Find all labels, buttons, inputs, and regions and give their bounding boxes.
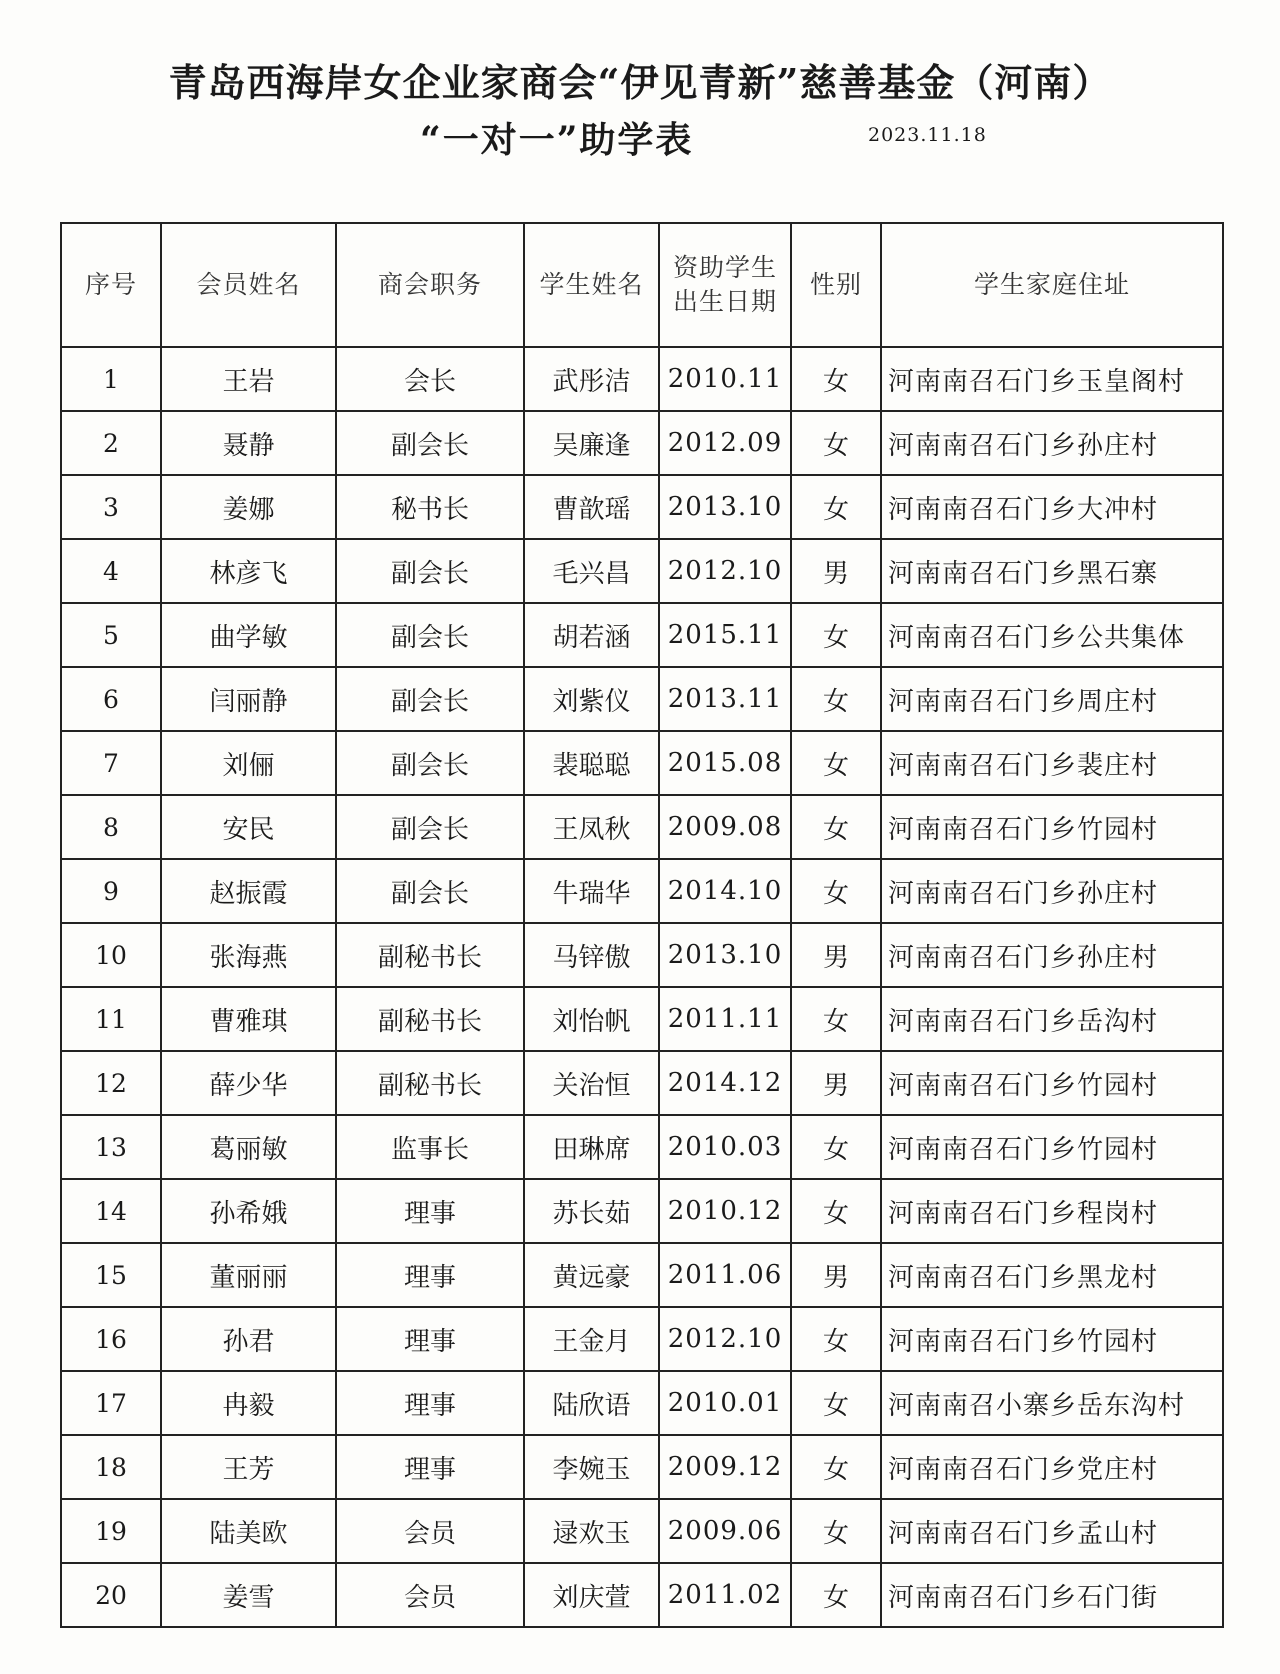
cell-address: 河南南召石门乡竹园村 <box>881 1051 1223 1115</box>
cell-birth-date: 2009.06 <box>659 1499 791 1563</box>
cell-member-name: 王芳 <box>161 1435 336 1499</box>
cell-address: 河南南召石门乡黑石寨 <box>881 539 1223 603</box>
table-row <box>61 1115 1223 1179</box>
cell-student-name: 陆欣语 <box>524 1371 659 1435</box>
table-row <box>61 795 1223 859</box>
cell-gender: 男 <box>791 539 881 603</box>
cell-position: 副秘书长 <box>336 923 524 987</box>
cell-birth-date: 2013.10 <box>659 475 791 539</box>
cell-birth-date: 2012.10 <box>659 539 791 603</box>
cell-student-name: 刘怡帆 <box>524 987 659 1051</box>
cell-gender: 女 <box>791 1563 881 1627</box>
cell-no: 7 <box>61 731 161 795</box>
cell-birth-date: 2013.10 <box>659 923 791 987</box>
cell-student-name: 曹歆瑶 <box>524 475 659 539</box>
cell-student-name: 裴聪聪 <box>524 731 659 795</box>
cell-gender: 男 <box>791 1243 881 1307</box>
cell-birth-date: 2011.11 <box>659 987 791 1051</box>
cell-birth-date: 2011.06 <box>659 1243 791 1307</box>
cell-no: 6 <box>61 667 161 731</box>
table-row <box>61 539 1223 603</box>
cell-gender: 女 <box>791 1499 881 1563</box>
table-row <box>61 1179 1223 1243</box>
cell-no: 9 <box>61 859 161 923</box>
cell-gender: 女 <box>791 1371 881 1435</box>
header-student-name: 学生姓名 <box>524 223 659 347</box>
cell-no: 10 <box>61 923 161 987</box>
cell-no: 12 <box>61 1051 161 1115</box>
cell-address: 河南南召石门乡竹园村 <box>881 1307 1223 1371</box>
cell-no: 16 <box>61 1307 161 1371</box>
cell-no: 14 <box>61 1179 161 1243</box>
cell-address: 河南南召石门乡孟山村 <box>881 1499 1223 1563</box>
cell-address: 河南南召石门乡黑龙村 <box>881 1243 1223 1307</box>
header-birth-date-line2: 出生日期 <box>672 287 777 316</box>
cell-member-name: 安民 <box>161 795 336 859</box>
table-row <box>61 859 1223 923</box>
table-row <box>61 987 1223 1051</box>
cell-no: 8 <box>61 795 161 859</box>
cell-birth-date: 2009.08 <box>659 795 791 859</box>
cell-address: 河南南召石门乡孙庄村 <box>881 411 1223 475</box>
cell-member-name: 冉毅 <box>161 1371 336 1435</box>
cell-student-name: 逯欢玉 <box>524 1499 659 1563</box>
cell-address: 河南南召石门乡周庄村 <box>881 667 1223 731</box>
cell-gender: 女 <box>791 795 881 859</box>
cell-no: 3 <box>61 475 161 539</box>
document-title: 青岛西海岸女企业家商会“伊见青新”慈善基金（河南） <box>168 60 1112 105</box>
cell-position: 理事 <box>336 1243 524 1307</box>
cell-member-name: 张海燕 <box>161 923 336 987</box>
cell-student-name: 关治恒 <box>524 1051 659 1115</box>
cell-gender: 女 <box>791 667 881 731</box>
cell-gender: 女 <box>791 1435 881 1499</box>
table-row <box>61 923 1223 987</box>
cell-no: 20 <box>61 1563 161 1627</box>
table-row <box>61 667 1223 731</box>
cell-student-name: 吴廉逢 <box>524 411 659 475</box>
cell-gender: 女 <box>791 1115 881 1179</box>
header-birth-date-line1: 资助学生 <box>672 253 777 282</box>
table-row <box>61 603 1223 667</box>
cell-student-name: 王凤秋 <box>524 795 659 859</box>
cell-member-name: 曹雅琪 <box>161 987 336 1051</box>
cell-position: 秘书长 <box>336 475 524 539</box>
cell-birth-date: 2010.11 <box>659 347 791 411</box>
cell-gender: 女 <box>791 603 881 667</box>
cell-gender: 男 <box>791 1051 881 1115</box>
cell-no: 5 <box>61 603 161 667</box>
cell-student-name: 王金月 <box>524 1307 659 1371</box>
table-body <box>61 347 1223 1627</box>
cell-gender: 女 <box>791 411 881 475</box>
document-subtitle: “一对一”助学表 <box>420 119 694 161</box>
cell-gender: 女 <box>791 987 881 1051</box>
cell-address: 河南南召石门乡裴庄村 <box>881 731 1223 795</box>
aid-table <box>60 222 1224 1628</box>
cell-birth-date: 2015.08 <box>659 731 791 795</box>
cell-position: 副会长 <box>336 859 524 923</box>
cell-gender: 女 <box>791 347 881 411</box>
cell-address: 河南南召石门乡竹园村 <box>881 795 1223 859</box>
cell-address: 河南南召石门乡孙庄村 <box>881 923 1223 987</box>
cell-member-name: 曲学敏 <box>161 603 336 667</box>
cell-member-name: 姜雪 <box>161 1563 336 1627</box>
cell-address: 河南南召石门乡程岗村 <box>881 1179 1223 1243</box>
document-date: 2023.11.18 <box>868 124 987 146</box>
cell-student-name: 黄远豪 <box>524 1243 659 1307</box>
cell-gender: 女 <box>791 475 881 539</box>
cell-student-name: 胡若涵 <box>524 603 659 667</box>
cell-address: 河南南召石门乡党庄村 <box>881 1435 1223 1499</box>
cell-position: 理事 <box>336 1307 524 1371</box>
table-row <box>61 1051 1223 1115</box>
cell-member-name: 陆美欧 <box>161 1499 336 1563</box>
cell-member-name: 刘俪 <box>161 731 336 795</box>
cell-address: 河南南召石门乡孙庄村 <box>881 859 1223 923</box>
cell-member-name: 林彦飞 <box>161 539 336 603</box>
cell-student-name: 刘庆萱 <box>524 1563 659 1627</box>
cell-position: 理事 <box>336 1371 524 1435</box>
table-row <box>61 1499 1223 1563</box>
cell-member-name: 孙君 <box>161 1307 336 1371</box>
cell-student-name: 牛瑞华 <box>524 859 659 923</box>
cell-address: 河南南召石门乡公共集体 <box>881 603 1223 667</box>
cell-position: 副会长 <box>336 731 524 795</box>
cell-address: 河南南召石门乡石门街 <box>881 1563 1223 1627</box>
header-member-name: 会员姓名 <box>161 223 336 347</box>
cell-student-name: 苏长茹 <box>524 1179 659 1243</box>
cell-position: 副会长 <box>336 411 524 475</box>
cell-address: 河南南召石门乡大冲村 <box>881 475 1223 539</box>
table-header-row <box>61 223 1223 347</box>
cell-position: 会长 <box>336 347 524 411</box>
table-row <box>61 475 1223 539</box>
cell-member-name: 姜娜 <box>161 475 336 539</box>
cell-position: 副秘书长 <box>336 1051 524 1115</box>
cell-no: 15 <box>61 1243 161 1307</box>
cell-birth-date: 2010.12 <box>659 1179 791 1243</box>
cell-student-name: 李婉玉 <box>524 1435 659 1499</box>
cell-position: 理事 <box>336 1435 524 1499</box>
cell-position: 副会长 <box>336 539 524 603</box>
cell-student-name: 刘紫仪 <box>524 667 659 731</box>
cell-no: 19 <box>61 1499 161 1563</box>
header-address: 学生家庭住址 <box>881 223 1223 347</box>
header-position: 商会职务 <box>336 223 524 347</box>
cell-birth-date: 2011.02 <box>659 1563 791 1627</box>
cell-gender: 男 <box>791 923 881 987</box>
cell-gender: 女 <box>791 859 881 923</box>
cell-address: 河南南召石门乡岳沟村 <box>881 987 1223 1051</box>
header-gender: 性别 <box>791 223 881 347</box>
cell-position: 监事长 <box>336 1115 524 1179</box>
cell-member-name: 葛丽敏 <box>161 1115 336 1179</box>
cell-position: 会员 <box>336 1563 524 1627</box>
cell-no: 17 <box>61 1371 161 1435</box>
cell-birth-date: 2013.11 <box>659 667 791 731</box>
cell-no: 1 <box>61 347 161 411</box>
table-row <box>61 731 1223 795</box>
cell-address: 河南南召小寨乡岳东沟村 <box>881 1371 1223 1435</box>
cell-birth-date: 2015.11 <box>659 603 791 667</box>
cell-member-name: 王岩 <box>161 347 336 411</box>
cell-no: 18 <box>61 1435 161 1499</box>
cell-gender: 女 <box>791 1179 881 1243</box>
cell-no: 11 <box>61 987 161 1051</box>
cell-birth-date: 2014.12 <box>659 1051 791 1115</box>
cell-student-name: 田琳席 <box>524 1115 659 1179</box>
table-row <box>61 1307 1223 1371</box>
cell-member-name: 聂静 <box>161 411 336 475</box>
cell-birth-date: 2009.12 <box>659 1435 791 1499</box>
cell-gender: 女 <box>791 1307 881 1371</box>
header-birth-date <box>659 223 791 347</box>
cell-no: 2 <box>61 411 161 475</box>
cell-student-name: 马锌傲 <box>524 923 659 987</box>
cell-position: 副会长 <box>336 795 524 859</box>
cell-member-name: 孙希娥 <box>161 1179 336 1243</box>
table-row <box>61 411 1223 475</box>
cell-birth-date: 2012.10 <box>659 1307 791 1371</box>
cell-birth-date: 2010.03 <box>659 1115 791 1179</box>
cell-position: 副会长 <box>336 667 524 731</box>
cell-gender: 女 <box>791 731 881 795</box>
cell-member-name: 董丽丽 <box>161 1243 336 1307</box>
cell-position: 副会长 <box>336 603 524 667</box>
cell-position: 理事 <box>336 1179 524 1243</box>
cell-student-name: 毛兴昌 <box>524 539 659 603</box>
table-row <box>61 1435 1223 1499</box>
cell-member-name: 闫丽静 <box>161 667 336 731</box>
cell-birth-date: 2014.10 <box>659 859 791 923</box>
header-no: 序号 <box>61 223 161 347</box>
cell-address: 河南南召石门乡竹园村 <box>881 1115 1223 1179</box>
table-row <box>61 1243 1223 1307</box>
table-row <box>61 347 1223 411</box>
cell-position: 会员 <box>336 1499 524 1563</box>
cell-member-name: 赵振霞 <box>161 859 336 923</box>
cell-birth-date: 2012.09 <box>659 411 791 475</box>
cell-student-name: 武彤洁 <box>524 347 659 411</box>
cell-position: 副秘书长 <box>336 987 524 1051</box>
cell-no: 13 <box>61 1115 161 1179</box>
table-row <box>61 1563 1223 1627</box>
table-row <box>61 1371 1223 1435</box>
cell-address: 河南南召石门乡玉皇阁村 <box>881 347 1223 411</box>
cell-birth-date: 2010.01 <box>659 1371 791 1435</box>
cell-member-name: 薛少华 <box>161 1051 336 1115</box>
cell-no: 4 <box>61 539 161 603</box>
